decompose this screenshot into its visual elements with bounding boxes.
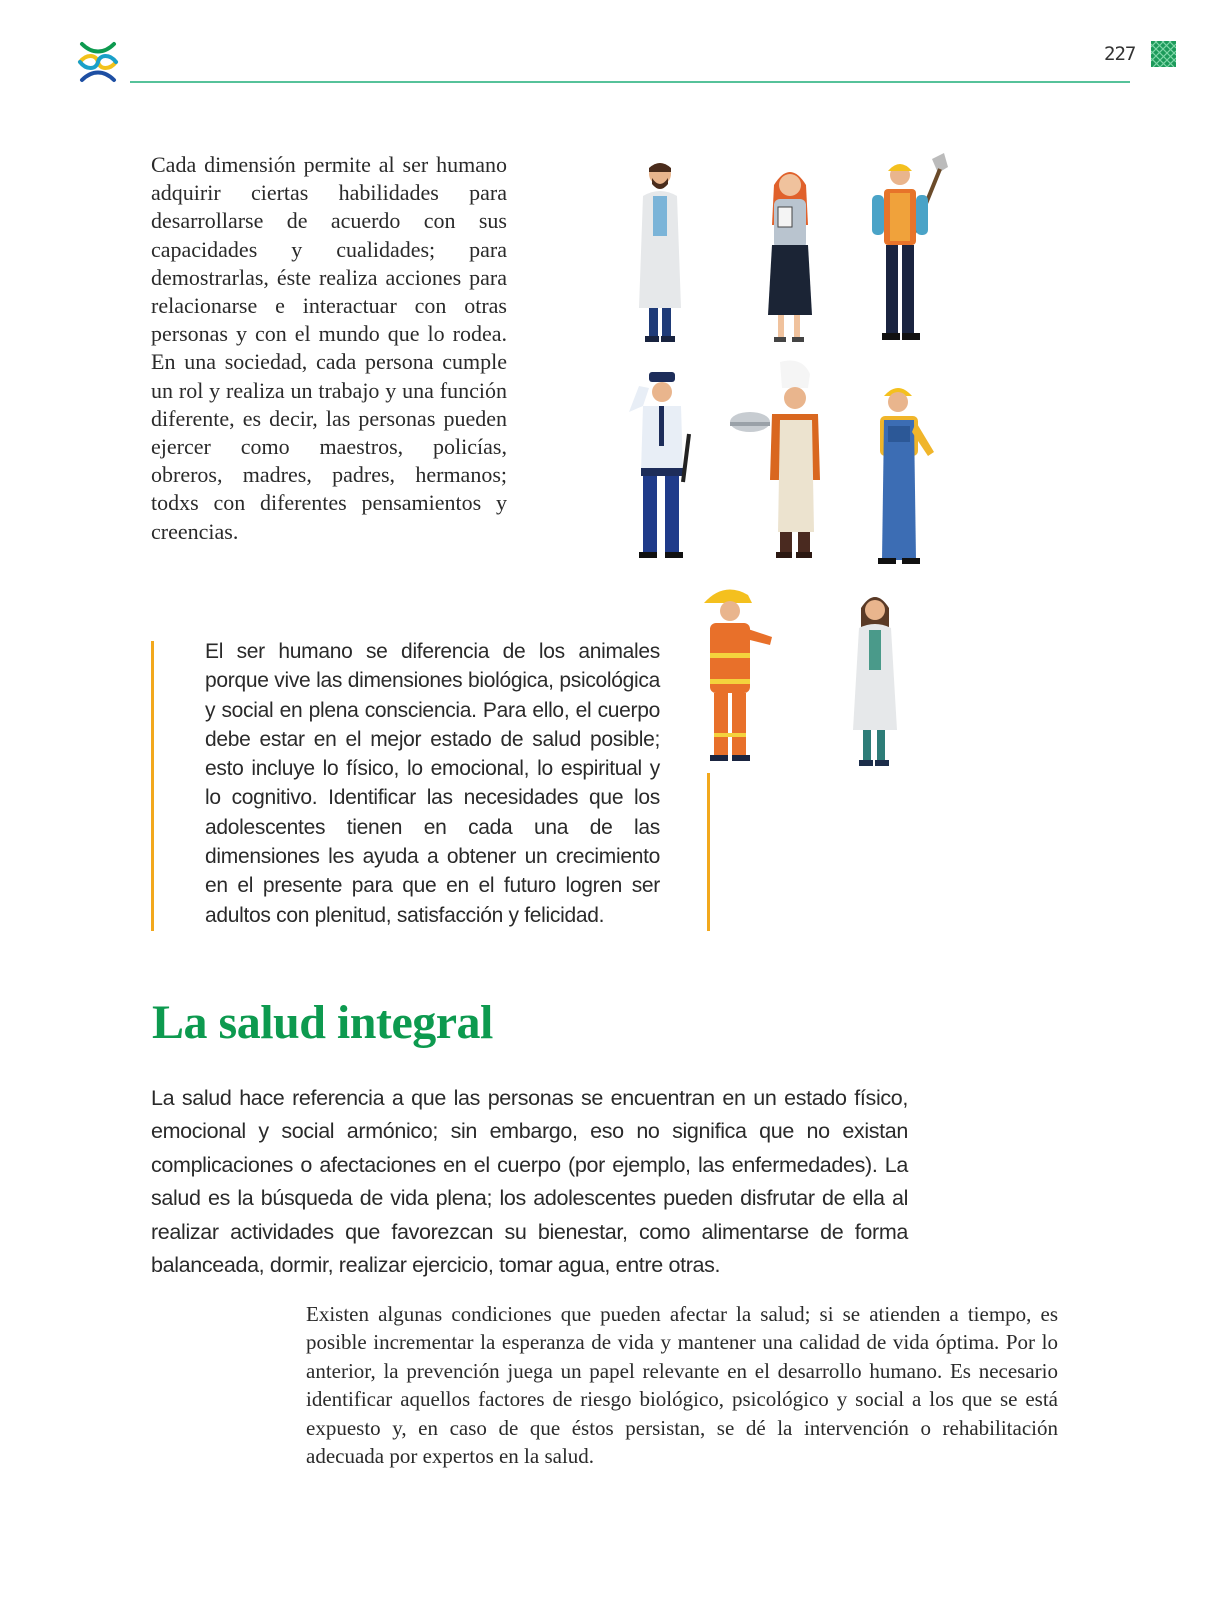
highlight-bar-right	[707, 773, 710, 931]
firefighter-icon	[700, 583, 780, 773]
highlight-paragraph: El ser humano se diferencia de los animales porque vive las dimensiones biológica, psicológica y social en plena consciencia. Para ello, el cuerpo debe estar en el mejor estado de salud posible; esto incluye lo físico, lo emocional, lo espiritual y lo cognitivo. Identificar las necesidades que los adolescentes tienen en cada una de las dimensiones les ayuda a obtener un crecimiento en el presente para que en el futuro logren ser adultos con plenitud, satisfacción y felicidad.	[205, 640, 660, 927]
section-paragraph-1: La salud hace referencia a que las personas se encuentran en un estado físico, emocional y social armónico; sin embargo, eso no significa que no existan complicaciones o afectaciones en el cuerpo (por ejemplo, las enfermedades). La salud es la búsqueda de vida plena; los adolescentes pueden disfrutar de ella al realizar actividades que favorezcan su bienestar, como alimentarse de forma balanceada, dormir, realizar ejercicio, tomar agua, entre otras.	[151, 1086, 908, 1278]
page-number: 227	[1104, 43, 1136, 65]
green-pattern-square-icon	[1151, 41, 1176, 67]
section-paragraph-2: Existen algunas condiciones que pueden afectar la salud; si se atienden a tiempo, es posible incrementar la esperanza de vida y mantener una calidad de vida óptima. Por lo anterior, la prevención juega un papel relevante en el desarrollo humano. Es necesario identificar aquellos factores de riesgo biológico, psicológico y social a los que se está expuesto y, en caso de que éstos persistan, se dé la intervención o rehabilitación adecuada por expertos en la salud.	[306, 1302, 1058, 1469]
section-title: La salud integral	[152, 996, 493, 1049]
teacher-icon	[760, 165, 820, 347]
doctor-icon	[625, 158, 695, 348]
header-rule	[130, 81, 1130, 83]
female-doctor-icon	[845, 590, 905, 775]
intro-paragraph: Cada dimensión permite al ser humano adquirir ciertas habilidades para desarrollarse de acuerdo con sus capacidades y cualidades; para demostrarlas, éste realiza acciones para relacionarse e interactuar con otras personas y con el mundo que lo rodea. En una sociedad, cada persona cumple un rol y realiza un trabajo y una función diferente, es decir, las personas pueden ejercer como maestros, policías, obreros, madres, padres, hermanos; todxs con diferentes pensamientos y creencias.	[151, 152, 507, 544]
police-officer-icon	[625, 372, 700, 567]
highlight-bar-left	[151, 641, 154, 931]
chef-icon	[728, 360, 828, 565]
mechanic-icon	[870, 380, 950, 570]
construction-worker-icon	[870, 153, 955, 351]
dna-strand-logo-icon	[76, 40, 120, 84]
